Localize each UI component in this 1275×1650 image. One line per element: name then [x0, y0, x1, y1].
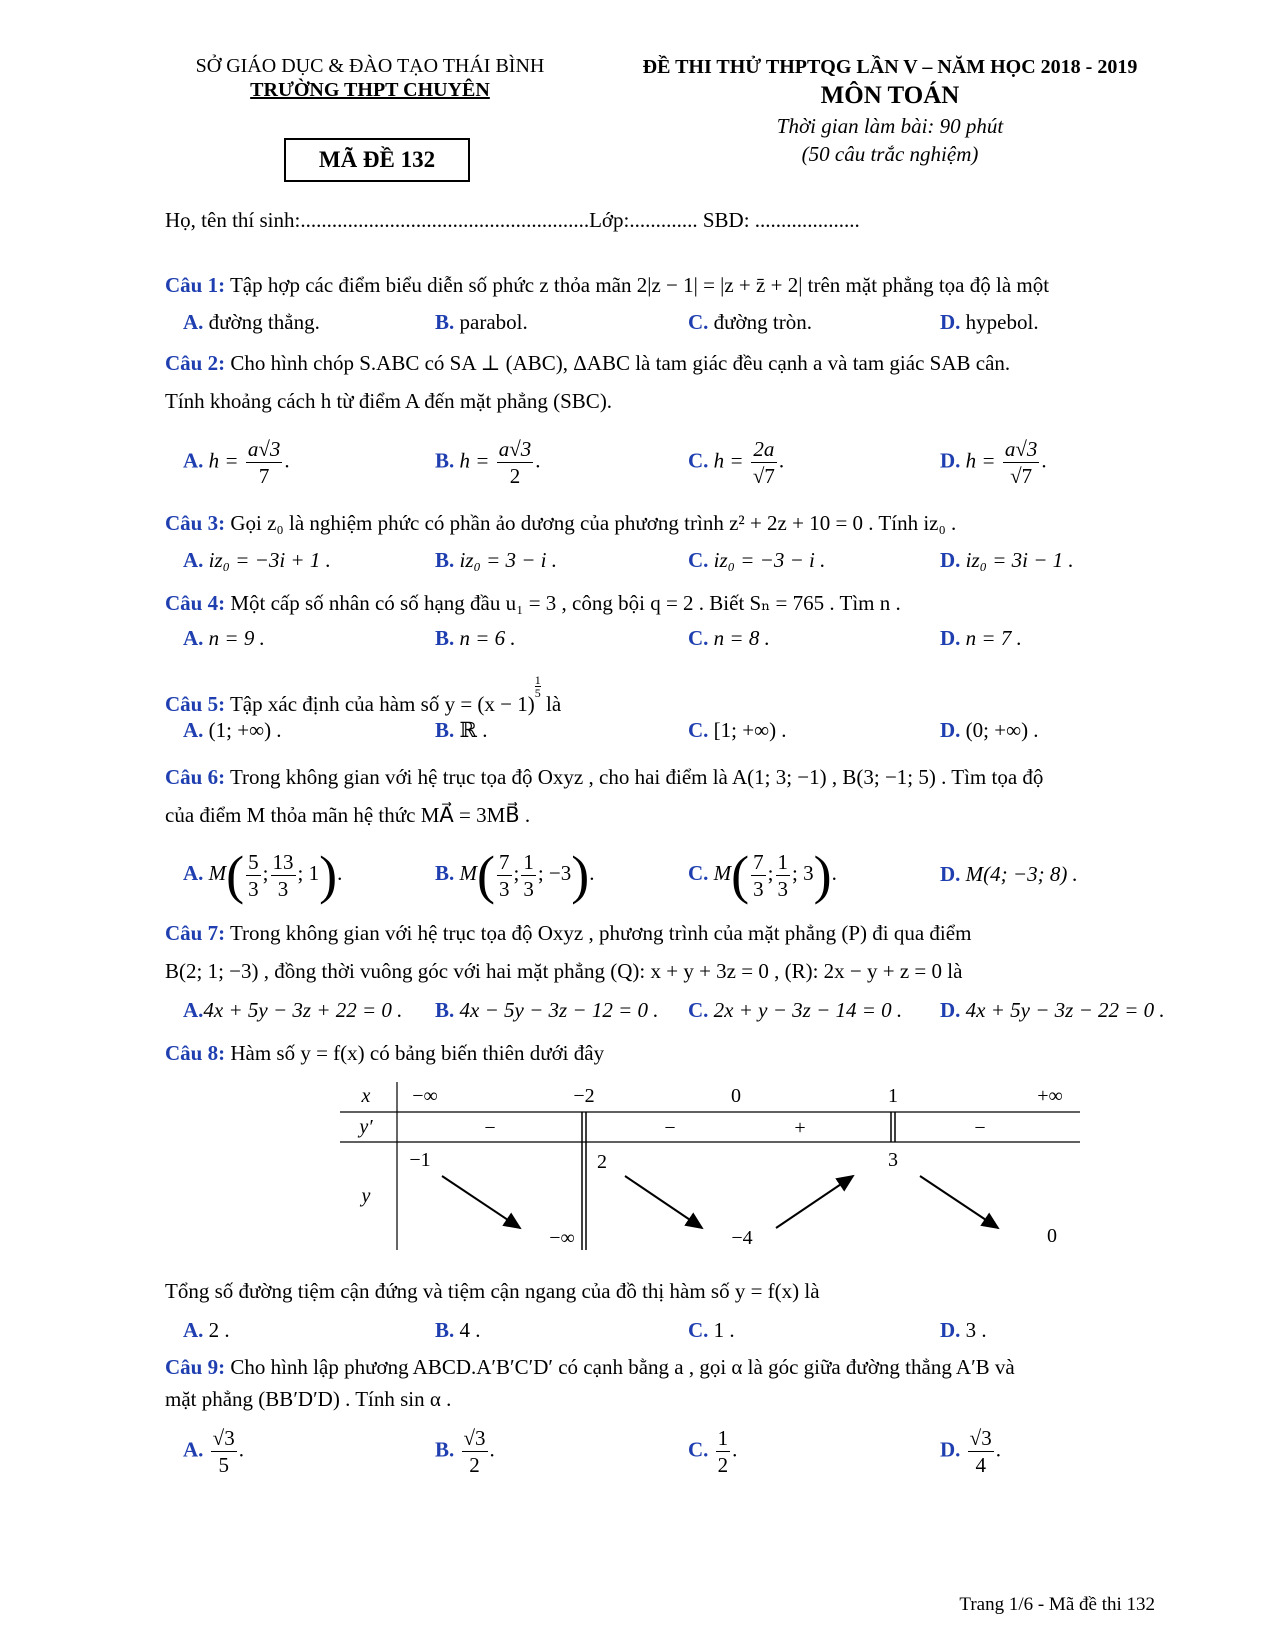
q4-option-b[interactable]: B. n = 6 .: [435, 626, 516, 650]
y-value: 3: [888, 1149, 898, 1171]
q2-option-a[interactable]: A. h = $\frac{a√3}{7}$ .: [183, 437, 290, 488]
arrow-increasing: [776, 1176, 853, 1228]
q6-text-2: của điểm M thỏa mãn hệ thức MA⃗ = 3MB⃗ .: [165, 803, 531, 827]
q2-option-b[interactable]: B. h = $\frac{a√3}{2}$ .: [435, 437, 541, 488]
exam-code-box: [284, 138, 470, 182]
question-1: [165, 270, 1049, 300]
question-6: [165, 762, 1043, 830]
q5-exponent: $\frac{1}{5}$: [534, 673, 541, 700]
q3-option-d[interactable]: D. iz₀ = 3i − 1 .: [940, 548, 1074, 572]
y-value: −1: [409, 1149, 431, 1171]
y-value: 0: [1047, 1225, 1057, 1247]
q7-text-2: B(2; 1; −3) , đồng thời vuông góc với hai mặt phẳng (Q): x + y + 3z = 0 , (R): 2x − y + z = 0 là: [165, 959, 963, 983]
q6-label: Câu 6:: [165, 765, 226, 789]
q6-option-a[interactable]: A. M( $\frac{5}{3}$ ; $\frac{13}{3}$ ; 1).: [183, 845, 343, 905]
question-2: [165, 348, 1010, 416]
page-footer: Trang 1/6 - Mã đề thi 132: [959, 1594, 1155, 1615]
student-info-line: Họ, tên thí sinh:.......................................................Lớp:............. SBD: ....................: [165, 208, 860, 232]
question-5: [165, 674, 561, 719]
arrow-decreasing: [625, 1176, 702, 1228]
q5-label: Câu 5:: [165, 692, 226, 716]
q3-option-c[interactable]: C. iz₀ = −3 − i .: [688, 548, 826, 572]
q4-text: Một cấp số nhân có số hạng đầu u₁ = 3 , công bội q = 2 . Biết Sₙ = 765 . Tìm n .: [230, 591, 901, 615]
q9-label: Câu 9:: [165, 1355, 226, 1379]
q8-label: Câu 8:: [165, 1041, 226, 1065]
q8-option-a[interactable]: A. 2 .: [183, 1318, 230, 1342]
header-right: [620, 54, 1160, 168]
q3-label: Câu 3:: [165, 511, 226, 535]
exam-code: MÃ ĐỀ 132: [318, 147, 436, 172]
q3-option-a[interactable]: A. iz₀ = −3i + 1 .: [183, 548, 331, 572]
yprime-sign: −: [664, 1117, 676, 1139]
question-7: [165, 918, 971, 986]
q8-question: Tổng số đường tiệm cận đứng và tiệm cận ngang của đồ thị hàm số y = f(x) là: [165, 1279, 820, 1303]
q1-option-a[interactable]: A. đường thẳng.: [183, 310, 320, 334]
school-name: TRƯỜNG THPT CHUYÊN: [250, 79, 490, 101]
q6-text-1: Trong không gian với hệ trục tọa độ Oxyz , cho hai điểm là A(1; 3; −1) , B(3; −1; 5) . Tìm tọa độ: [229, 765, 1044, 789]
x-value: +∞: [1037, 1085, 1063, 1107]
x-value: 0: [731, 1085, 741, 1107]
q8-option-b[interactable]: B. 4 .: [435, 1318, 481, 1342]
question-4: [165, 588, 901, 618]
q2-text-2: Tính khoảng cách h từ điểm A đến mặt phẳng (SBC).: [165, 389, 613, 413]
question-3: [165, 508, 956, 538]
q3-option-b[interactable]: B. iz₀ = 3 − i .: [435, 548, 557, 572]
q8-option-d[interactable]: D. 3 .: [940, 1318, 987, 1342]
q7-option-a[interactable]: A.4x + 5y − 3z + 22 = 0 .: [183, 998, 403, 1022]
table-x-label: x: [361, 1085, 371, 1107]
q7-label: Câu 7:: [165, 921, 226, 945]
arrow-decreasing: [920, 1176, 998, 1228]
q2-text-1: Cho hình chóp S.ABC có SA ⊥ (ABC), ΔABC là tam giác đều cạnh a và tam giác SAB cân.: [230, 351, 1011, 375]
q1-option-c[interactable]: C. đường tròn.: [688, 310, 812, 334]
arrow-decreasing: [442, 1176, 520, 1228]
question-8: [165, 1038, 604, 1068]
q1-option-d[interactable]: D. hypebol.: [940, 310, 1039, 334]
question-9: [165, 1352, 1015, 1414]
q7-option-d[interactable]: D. 4x + 5y − 3z − 22 = 0 .: [940, 998, 1165, 1022]
q8-text: Hàm số y = f(x) có bảng biến thiên dưới đây: [230, 1041, 605, 1065]
yprime-sign: −: [974, 1117, 986, 1139]
q9-option-d[interactable]: D. $\frac{√3}{4}$ .: [940, 1426, 1001, 1477]
q5-text-pre: Tập xác định của hàm số y = (x − 1): [229, 692, 535, 716]
q6-option-d[interactable]: D. M(4; −3; 8) .: [940, 862, 1078, 886]
q7-option-b[interactable]: B. 4x − 5y − 3z − 12 = 0 .: [435, 998, 659, 1022]
table-yprime-label: y′: [359, 1116, 373, 1138]
q2-label: Câu 2:: [165, 351, 226, 375]
q2-option-d[interactable]: D. h = $\frac{a√3}{√7}$ .: [940, 437, 1047, 488]
q5-option-a[interactable]: A. (1; +∞) .: [183, 718, 282, 742]
x-value: −∞: [412, 1085, 438, 1107]
q8-option-c[interactable]: C. 1 .: [688, 1318, 735, 1342]
q6-option-c[interactable]: C. M( $\frac{7}{3}$ ; $\frac{1}{3}$ ; 3).: [688, 845, 837, 905]
exam-time: Thời gian làm bài: 90 phút: [776, 114, 1004, 138]
q9-option-c[interactable]: C. $\frac{1}{2}$ .: [688, 1426, 738, 1477]
q4-option-c[interactable]: C. n = 8 .: [688, 626, 770, 650]
y-value: −4: [731, 1227, 753, 1249]
q9-option-a[interactable]: A. $\frac{√3}{5}$ .: [183, 1426, 244, 1477]
exam-title: ĐỀ THI THỬ THPTQG LẦN V – NĂM HỌC 2018 - 2019: [642, 56, 1138, 78]
q9-option-b[interactable]: B. $\frac{√3}{2}$ .: [435, 1426, 495, 1477]
q4-option-d[interactable]: D. n = 7 .: [940, 626, 1022, 650]
subject-title: MÔN TOÁN: [820, 82, 960, 109]
q7-text-1: Trong không gian với hệ trục tọa độ Oxyz , phương trình của mặt phẳng (P) đi qua điểm: [229, 921, 972, 945]
department-name: SỞ GIÁO DỤC & ĐÀO TẠO THÁI BÌNH: [195, 55, 545, 77]
q7-option-c[interactable]: C. 2x + y − 3z − 14 = 0 .: [688, 998, 903, 1022]
q6-option-b[interactable]: B. M( $\frac{7}{3}$ ; $\frac{1}{3}$ ; −3).: [435, 845, 595, 905]
yprime-sign: −: [484, 1117, 496, 1139]
header-left: [160, 54, 580, 102]
variation-table: [340, 1082, 1080, 1252]
q5-text-post: là: [540, 692, 562, 716]
q5-option-c[interactable]: C. [1; +∞) .: [688, 718, 787, 742]
q4-label: Câu 4:: [165, 591, 226, 615]
x-value: −2: [573, 1085, 595, 1107]
y-value: 2: [597, 1151, 607, 1173]
q5-option-d[interactable]: D. (0; +∞) .: [940, 718, 1039, 742]
question-count: (50 câu trắc nghiệm): [801, 142, 979, 166]
q1-label: Câu 1:: [165, 273, 226, 297]
yprime-sign: +: [794, 1117, 806, 1139]
q9-text-2: mặt phẳng (BB′D′D) . Tính sin α .: [165, 1387, 452, 1411]
q9-text-1: Cho hình lập phương ABCD.A′B′C′D′ có cạnh bằng a , gọi α là góc giữa đường thẳng A′B và: [230, 1355, 1015, 1379]
q1-text: Tập hợp các điểm biểu diễn số phức z thỏa mãn 2|z − 1| = |z + z̄ + 2| trên mặt phẳng tọa độ là một: [229, 273, 1050, 297]
q2-option-c[interactable]: C. h = $\frac{2a}{√7}$ .: [688, 437, 785, 488]
q3-text: Gọi z₀ là nghiệm phức có phần ảo dương của phương trình z² + 2z + 10 = 0 . Tính iz₀ .: [230, 511, 957, 535]
q4-option-a[interactable]: A. n = 9 .: [183, 626, 265, 650]
table-y-label: y: [361, 1185, 371, 1207]
q5-option-b[interactable]: B. ℝ .: [435, 718, 488, 742]
x-value: 1: [888, 1085, 898, 1107]
y-value: −∞: [549, 1227, 575, 1249]
q1-option-b[interactable]: B. parabol.: [435, 310, 528, 334]
